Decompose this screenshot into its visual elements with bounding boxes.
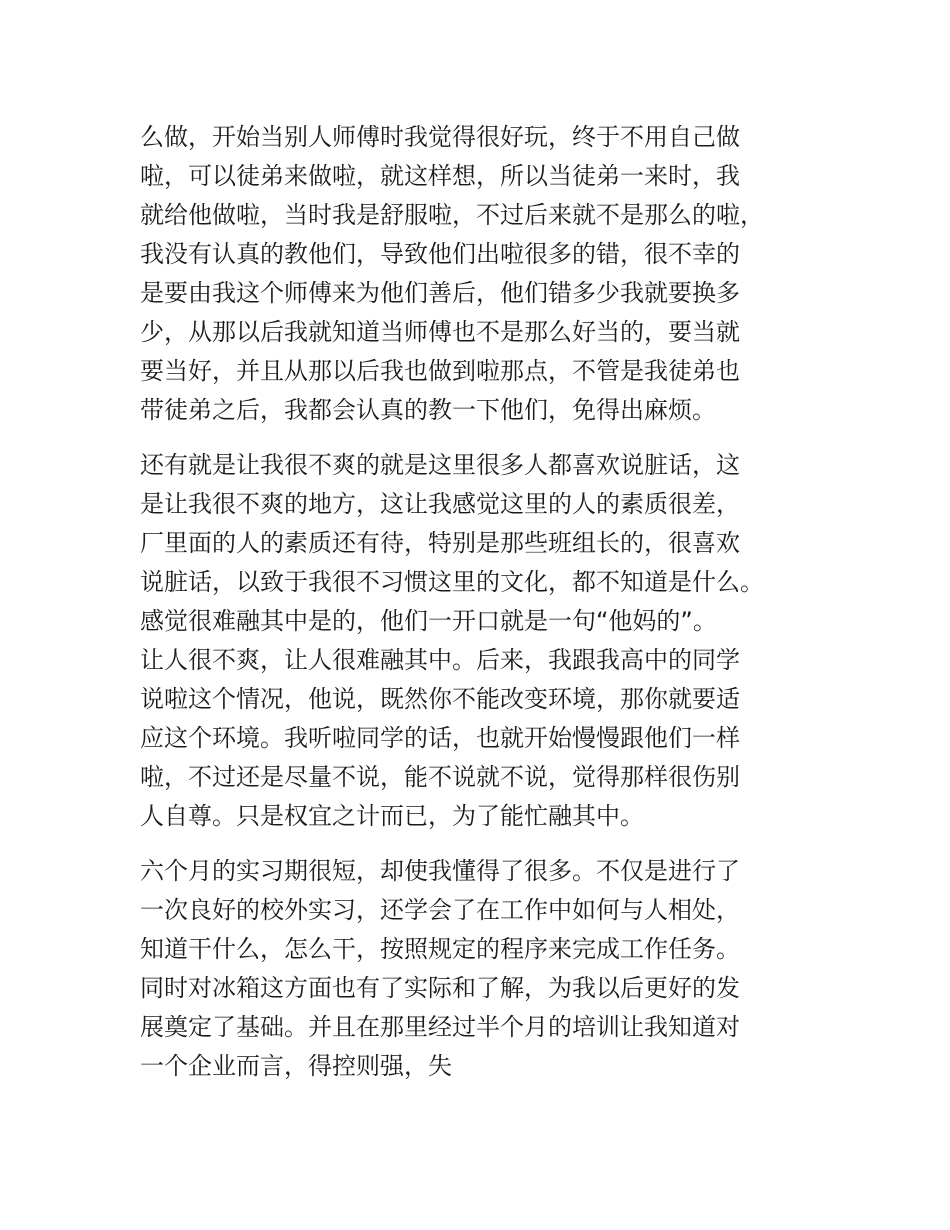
paragraph-3: [140, 852, 812, 1086]
text-line: 六个月的实习期很短，却使我懂得了很多。不仅是进行了: [140, 857, 740, 885]
text-line: 应这个环境。我听啦同学的话，也就开始慢慢跟他们一样: [140, 724, 740, 752]
text-line: 少，从那以后我就知道当师傅也不是那么好当的，要当就: [140, 318, 740, 346]
text-line: 同时对冰箱这方面也有了实际和了解，为我以后更好的发: [140, 974, 740, 1002]
paragraph-1: [140, 118, 812, 430]
text-line: 说啦这个情况，他说，既然你不能改变环境，那你就要适: [140, 685, 740, 713]
text-line: 人自尊。只是权宜之计而已，为了能忙融其中。: [140, 802, 644, 830]
text-line: 我没有认真的教他们，导致他们出啦很多的错，很不幸的: [140, 240, 740, 268]
document-body: [140, 118, 812, 1102]
text-line: 知道干什么，怎么干，按照规定的程序来完成工作任务。: [140, 935, 740, 963]
text-line: 啦，不过还是尽量不说，能不说就不说，觉得那样很伤别: [140, 763, 740, 791]
text-line: 展奠定了基础。并且在那里经过半个月的培训让我知道对: [140, 1013, 740, 1041]
text-line: 是让我很不爽的地方，这让我感觉这里的人的素质很差，: [140, 490, 740, 518]
text-line: 一个企业而言，得控则强，失: [140, 1052, 452, 1080]
text-line: 是要由我这个师傅来为他们善后，他们错多少我就要换多: [140, 279, 740, 307]
paragraph-2: [140, 446, 812, 836]
text-line: 让人很不爽，让人很难融其中。后来，我跟我高中的同学: [140, 646, 740, 674]
text-line: 说脏话，以致于我很不习惯这里的文化，都不知道是什么。: [140, 568, 764, 596]
text-line: 带徒弟之后，我都会认真的教一下他们，免得出麻烦。: [140, 396, 716, 424]
text-line: 要当好，并且从那以后我也做到啦那点，不管是我徒弟也: [140, 357, 740, 385]
text-line: 还有就是让我很不爽的就是这里很多人都喜欢说脏话，这: [140, 451, 740, 479]
text-line: 感觉很难融其中是的，他们一开口就是一句“他妈的”。: [140, 607, 717, 635]
text-line: 就给他做啦，当时我是舒服啦，不过后来就不是那么的啦，: [140, 201, 764, 229]
text-line: 啦，可以徒弟来做啦，就这样想，所以当徒弟一来时，我: [140, 162, 740, 190]
text-line: 一次良好的校外实习，还学会了在工作中如何与人相处，: [140, 896, 740, 924]
text-line: 厂里面的人的素质还有待，特别是那些班组长的，很喜欢: [140, 529, 740, 557]
text-line: 么做，开始当别人师傅时我觉得很好玩，终于不用自己做: [140, 123, 740, 151]
